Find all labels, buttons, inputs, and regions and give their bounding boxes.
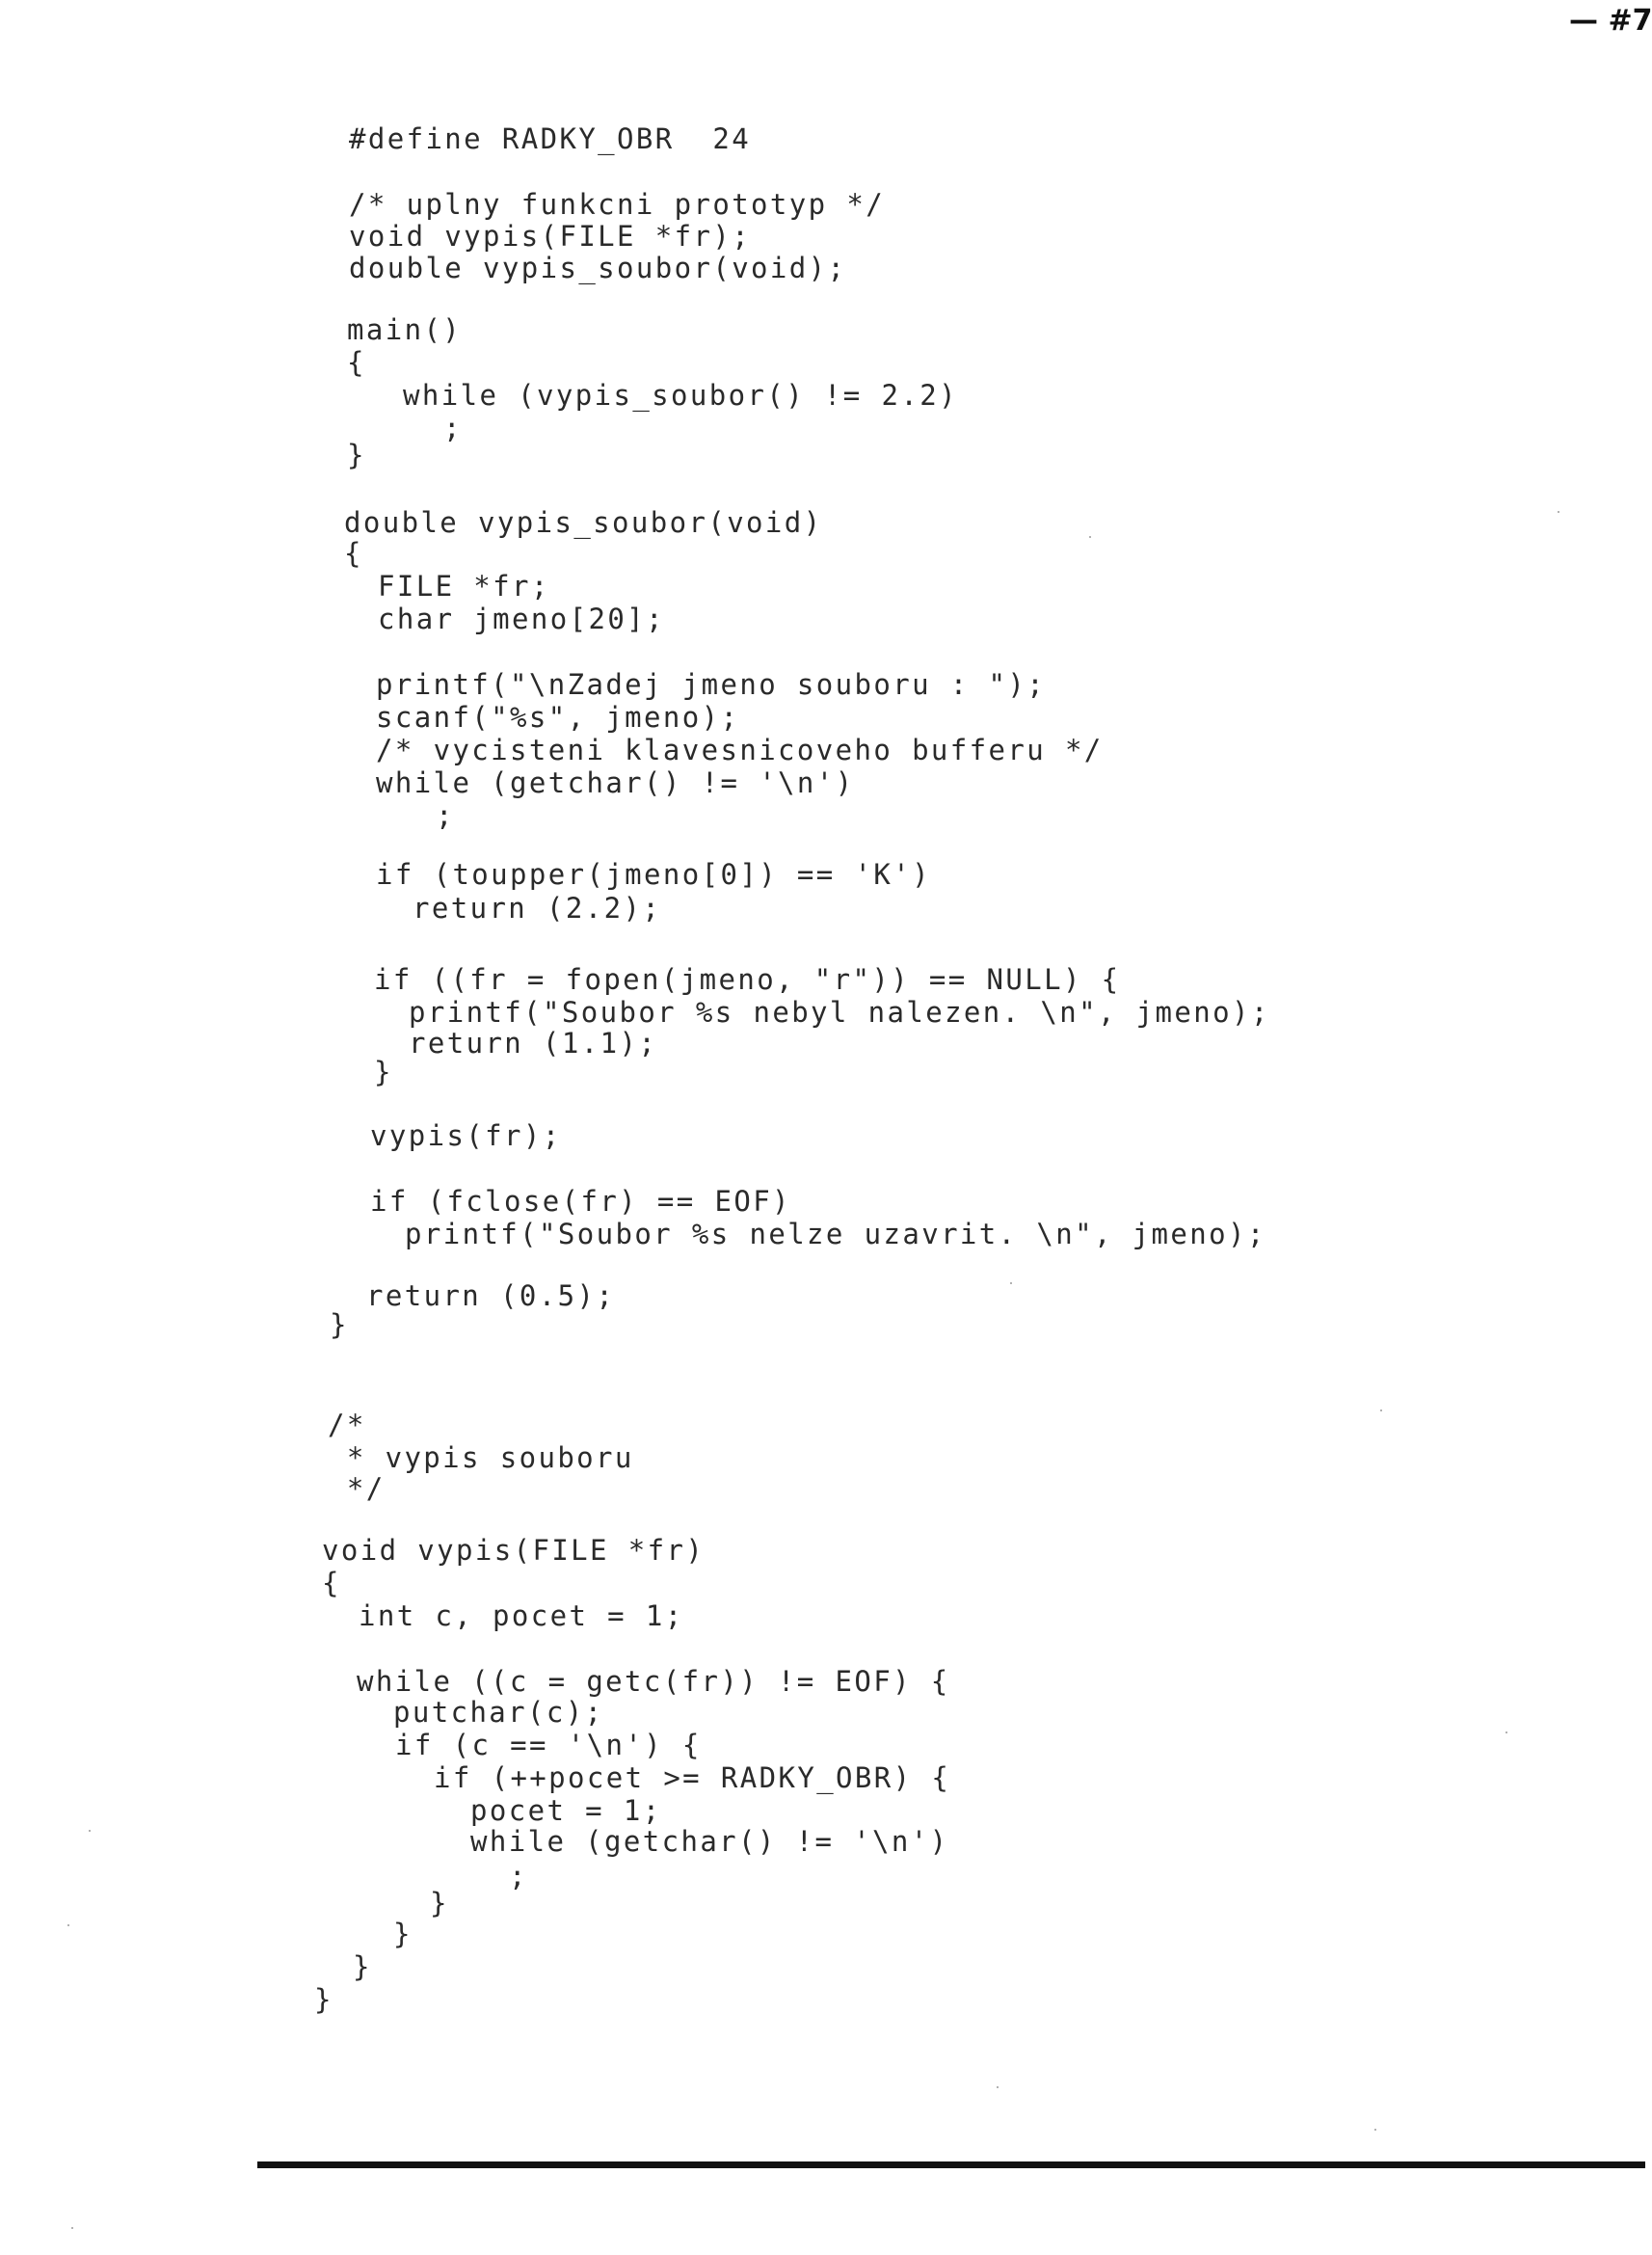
scan-speck bbox=[997, 2086, 999, 2088]
code-line: scanf("%s", jmeno); bbox=[376, 701, 740, 734]
code-line: void vypis(FILE *fr); bbox=[349, 220, 752, 253]
code-line: char jmeno[20]; bbox=[378, 603, 665, 635]
code-line: return (0.5); bbox=[366, 1279, 616, 1312]
code-line: if ((fr = fopen(jmeno, "r")) == NULL) { bbox=[374, 963, 1121, 996]
bottom-rule bbox=[257, 2161, 1645, 2168]
code-line: /* vycisteni klavesnicoveho bufferu */ bbox=[376, 734, 1104, 766]
code-line: while (getchar() != '\n') bbox=[376, 766, 855, 799]
code-line: */ bbox=[328, 1472, 386, 1505]
code-line: #define RADKY_OBR 24 bbox=[349, 122, 752, 155]
scan-speck bbox=[1505, 1732, 1507, 1733]
code-line: vypis(fr); bbox=[370, 1119, 562, 1152]
code-line: { bbox=[344, 537, 363, 570]
code-line: pocet = 1; bbox=[470, 1794, 662, 1827]
scan-speck bbox=[1089, 536, 1091, 538]
code-line: while (vypis_soubor() != 2.2) bbox=[403, 379, 958, 412]
scan-speck bbox=[1010, 1282, 1012, 1284]
code-line: } bbox=[374, 1056, 393, 1088]
code-line: return (2.2); bbox=[413, 892, 662, 925]
code-line: main() bbox=[347, 313, 463, 346]
code-line: } bbox=[330, 1308, 349, 1341]
code-line: double vypis_soubor(void); bbox=[349, 252, 847, 284]
code-line: } bbox=[353, 1950, 372, 1983]
code-line: { bbox=[347, 346, 366, 379]
code-line: int c, pocet = 1; bbox=[359, 1599, 684, 1632]
scan-speck bbox=[89, 1830, 91, 1832]
code-line: ; bbox=[436, 799, 455, 832]
code-line: if (toupper(jmeno[0]) == 'K') bbox=[376, 858, 931, 891]
code-line: double vypis_soubor(void) bbox=[344, 506, 823, 539]
scan-speck bbox=[71, 2227, 73, 2229]
code-line: ; bbox=[443, 412, 463, 444]
scan-speck bbox=[1380, 1409, 1382, 1411]
code-line: printf("Soubor %s nelze uzavrit. \n", jmeno); bbox=[405, 1218, 1266, 1250]
code-line: if (++pocet >= RADKY_OBR) { bbox=[434, 1761, 951, 1794]
code-line: FILE *fr; bbox=[378, 570, 550, 603]
scan-speck bbox=[67, 1924, 69, 1926]
code-line: return (1.1); bbox=[409, 1027, 658, 1060]
scan-speck bbox=[1374, 2129, 1376, 2131]
code-line: ; bbox=[509, 1860, 528, 1893]
code-line: putchar(c); bbox=[393, 1696, 604, 1729]
code-line: } bbox=[347, 439, 366, 471]
code-line: if (c == '\n') { bbox=[395, 1729, 702, 1761]
code-line: while ((c = getc(fr)) != EOF) { bbox=[357, 1665, 950, 1698]
code-line: void vypis(FILE *fr) bbox=[322, 1534, 706, 1567]
scan-speck bbox=[1558, 511, 1559, 513]
code-line: while (getchar() != '\n') bbox=[470, 1825, 949, 1858]
code-line: printf("Soubor %s nebyl nalezen. \n", jmeno); bbox=[409, 996, 1270, 1029]
code-line: if (fclose(fr) == EOF) bbox=[370, 1185, 791, 1218]
code-line: /* bbox=[328, 1409, 366, 1441]
page-number-mark: — #7 bbox=[1569, 4, 1652, 38]
code-line: printf("\nZadej jmeno souboru : "); bbox=[376, 668, 1047, 701]
code-line: } bbox=[314, 1983, 333, 2016]
code-line: /* uplny funkcni prototyp */ bbox=[349, 188, 886, 221]
code-line: { bbox=[322, 1567, 341, 1599]
code-line: * vypis souboru bbox=[328, 1441, 634, 1474]
code-line: } bbox=[393, 1918, 413, 1950]
code-line: } bbox=[430, 1887, 449, 1919]
